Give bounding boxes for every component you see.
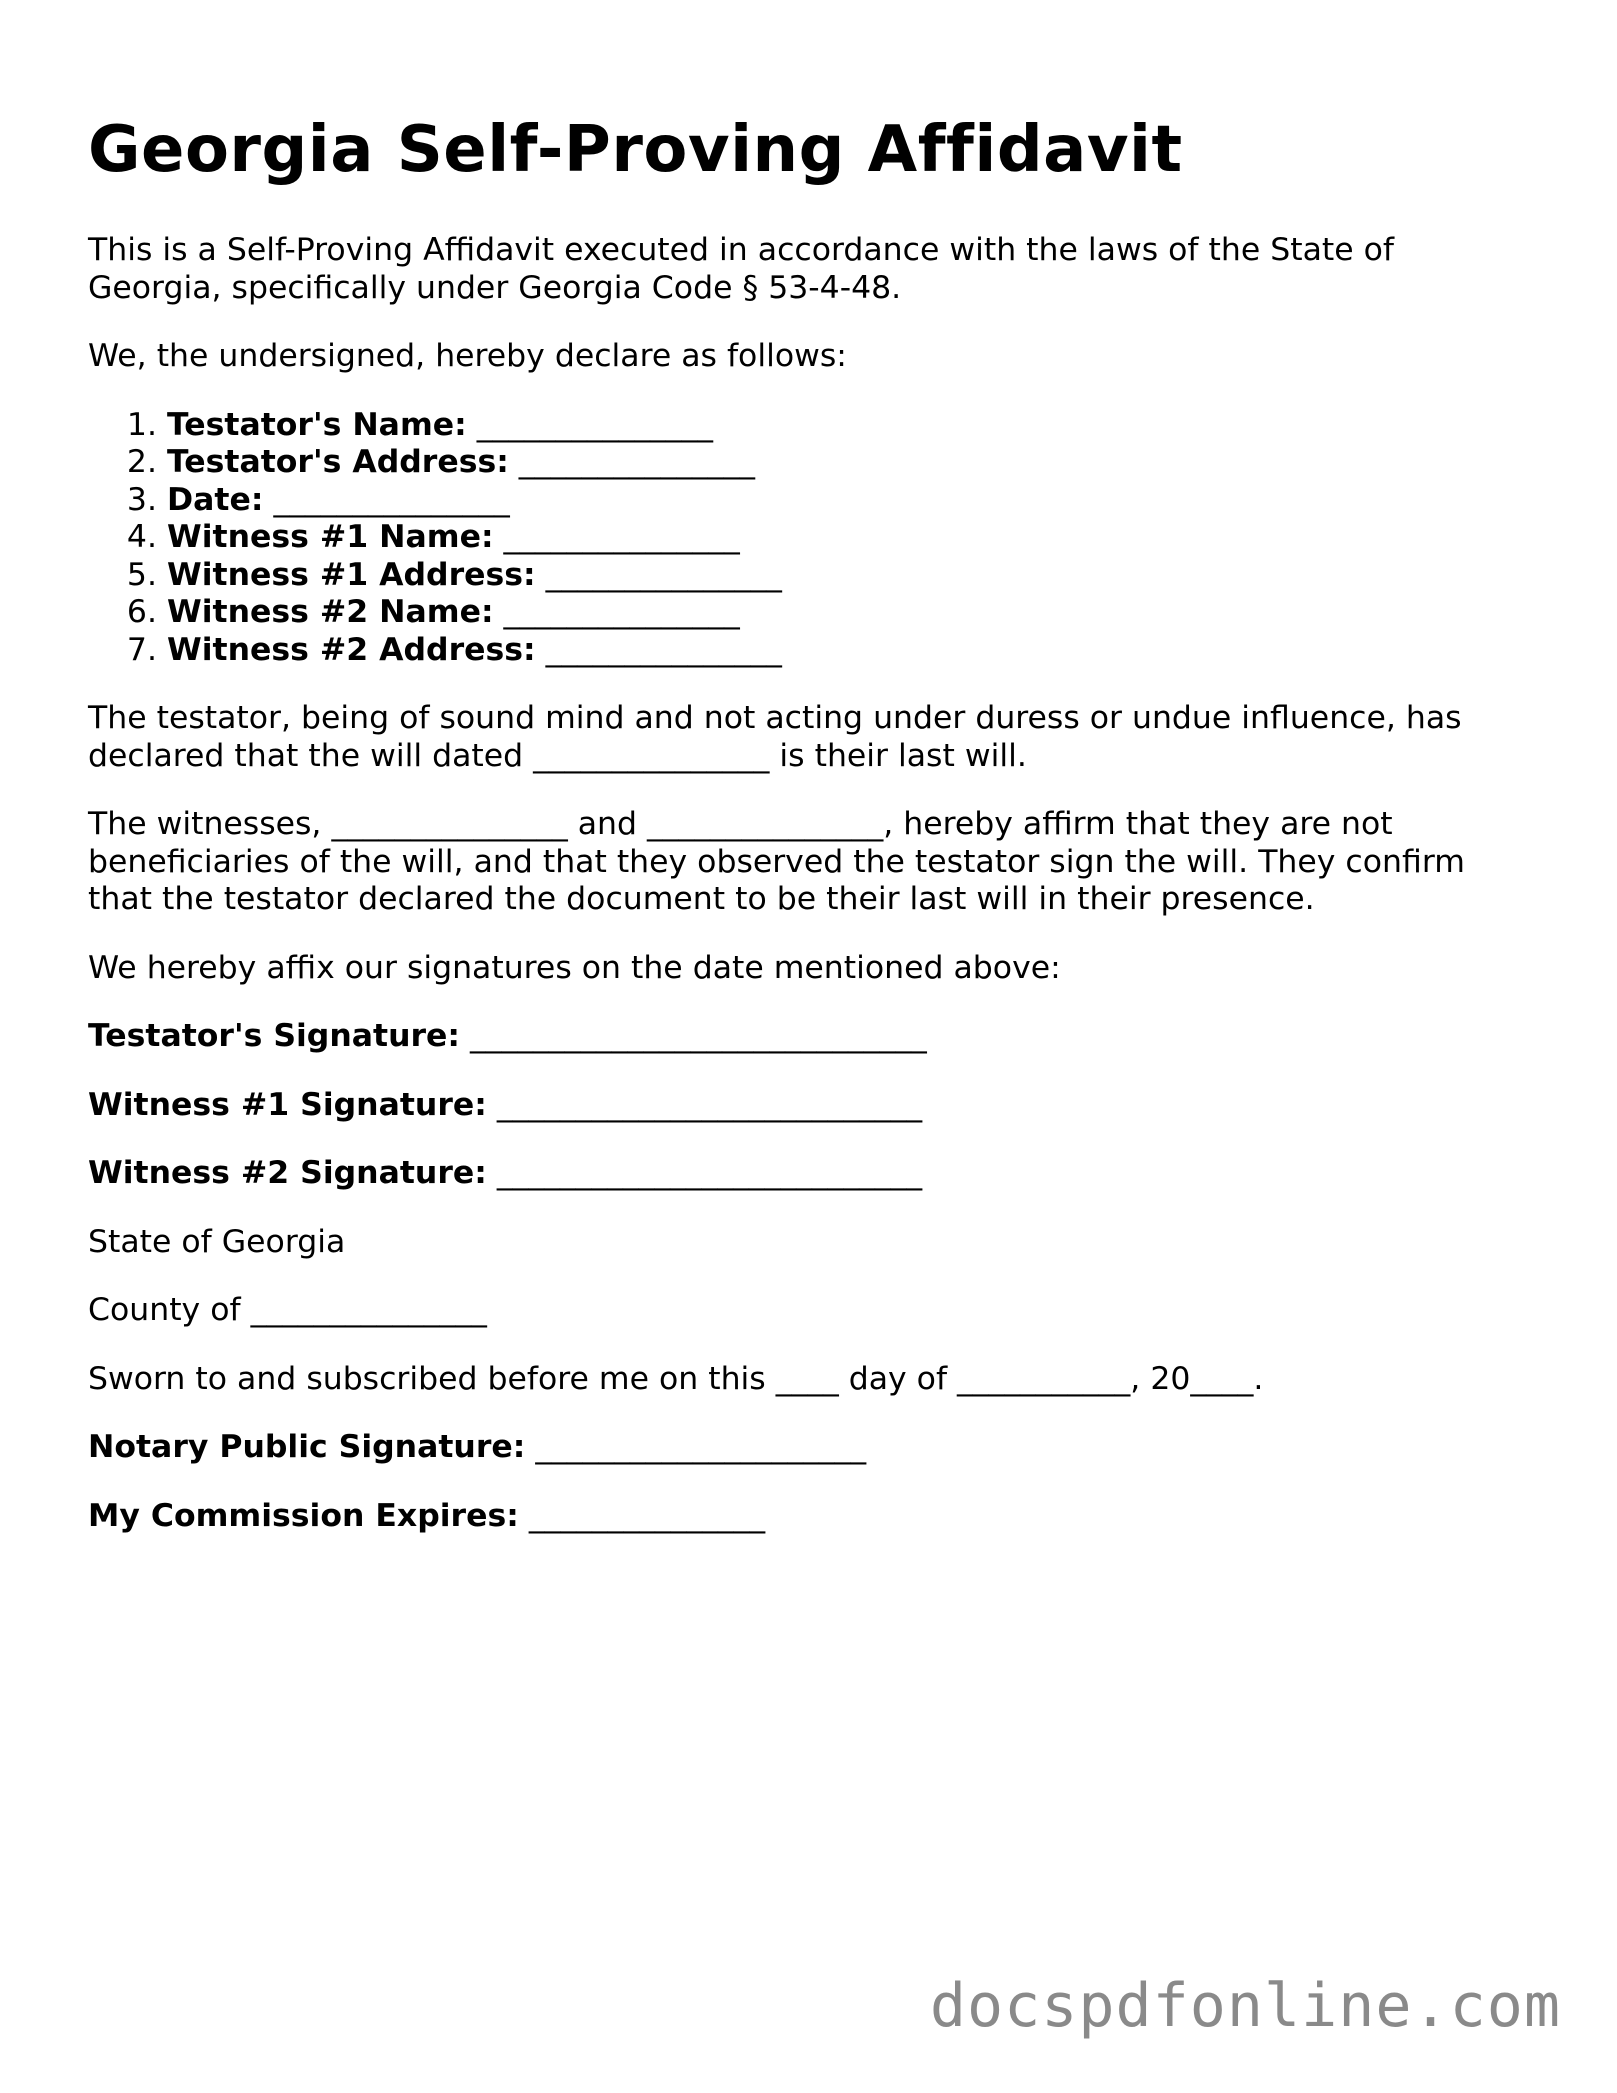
field-date [167, 482, 1508, 520]
field-testator-name [167, 407, 1508, 445]
witness-1-signature-line [88, 1087, 1508, 1125]
witness-statement: The witnesses, _______________ and _______________, hereby affirm that they are not beneficiaries of the will, and that they observed the testator sign the will. They confirm that the testator declared the document to be their last will in their presence. [88, 806, 1465, 917]
document-title: Georgia Self-Proving Affidavit [88, 113, 1183, 187]
signature-blank: ___________________________ [486, 1155, 923, 1191]
affix-statement: We hereby affix our signatures on the date mentioned above: [88, 949, 1061, 986]
field-blank: _______________ [508, 444, 756, 480]
county-line: County of _______________ [88, 1292, 487, 1328]
field-blank: _______________ [493, 594, 740, 630]
field-label: Testator's Name: [167, 406, 467, 443]
field-blank: _______________ [466, 406, 713, 443]
watermark-text: docspdfonline.com [929, 1971, 1561, 2041]
declaration-lead: We, the undersigned, hereby declare as follows: [88, 338, 847, 374]
field-witness-2-address [167, 632, 1508, 670]
field-label: Witness #2 Name: [167, 594, 494, 630]
field-blank: _______________ [263, 481, 510, 518]
testator-signature-line [88, 1018, 1508, 1056]
notary-blank: _____________________ [525, 1429, 867, 1465]
field-blank: _______________ [493, 519, 740, 555]
commission-blank: _______________ [518, 1497, 766, 1534]
field-label: Date: [167, 481, 264, 518]
field-label: Witness #1 Name: [167, 519, 494, 555]
signature-label: Witness #2 Signature: [88, 1155, 487, 1191]
signature-label: Testator's Signature: [88, 1018, 461, 1054]
state-line: State of Georgia [88, 1223, 346, 1260]
field-witness-1-name [167, 519, 1508, 557]
field-witness-2-name [167, 594, 1508, 632]
declaration-field-list [88, 407, 1508, 670]
commission-expires-line [88, 1498, 1508, 1536]
signature-blank: _____________________________ [460, 1018, 927, 1054]
testator-statement: The testator, being of sound mind and not acting under duress or undue influence, has declared that the will dated _______________ is their last will. [88, 700, 1462, 774]
field-witness-1-address [167, 557, 1508, 595]
field-label: Witness #1 Address: [167, 556, 536, 593]
field-label: Witness #2 Address: [167, 631, 536, 668]
sworn-line: Sworn to and subscribed before me on this ____ day of ___________, 20____. [88, 1360, 1264, 1397]
field-blank: _______________ [535, 631, 782, 668]
commission-label: My Commission Expires: [88, 1497, 519, 1534]
witness-2-signature-line [88, 1155, 1508, 1193]
signature-label: Witness #1 Signature: [88, 1086, 487, 1123]
notary-signature-line [88, 1429, 1508, 1467]
field-testator-address [167, 444, 1508, 482]
document-page [88, 110, 1508, 1566]
signature-blank: ___________________________ [486, 1086, 923, 1123]
field-blank: _______________ [535, 556, 782, 593]
notary-label: Notary Public Signature: [88, 1429, 526, 1465]
field-label: Testator's Address: [167, 444, 509, 480]
intro-paragraph: This is a Self-Proving Affidavit executed in accordance with the laws of the State of Georgia, specifically under Georgia Code § 53-4-48. [88, 232, 1394, 306]
